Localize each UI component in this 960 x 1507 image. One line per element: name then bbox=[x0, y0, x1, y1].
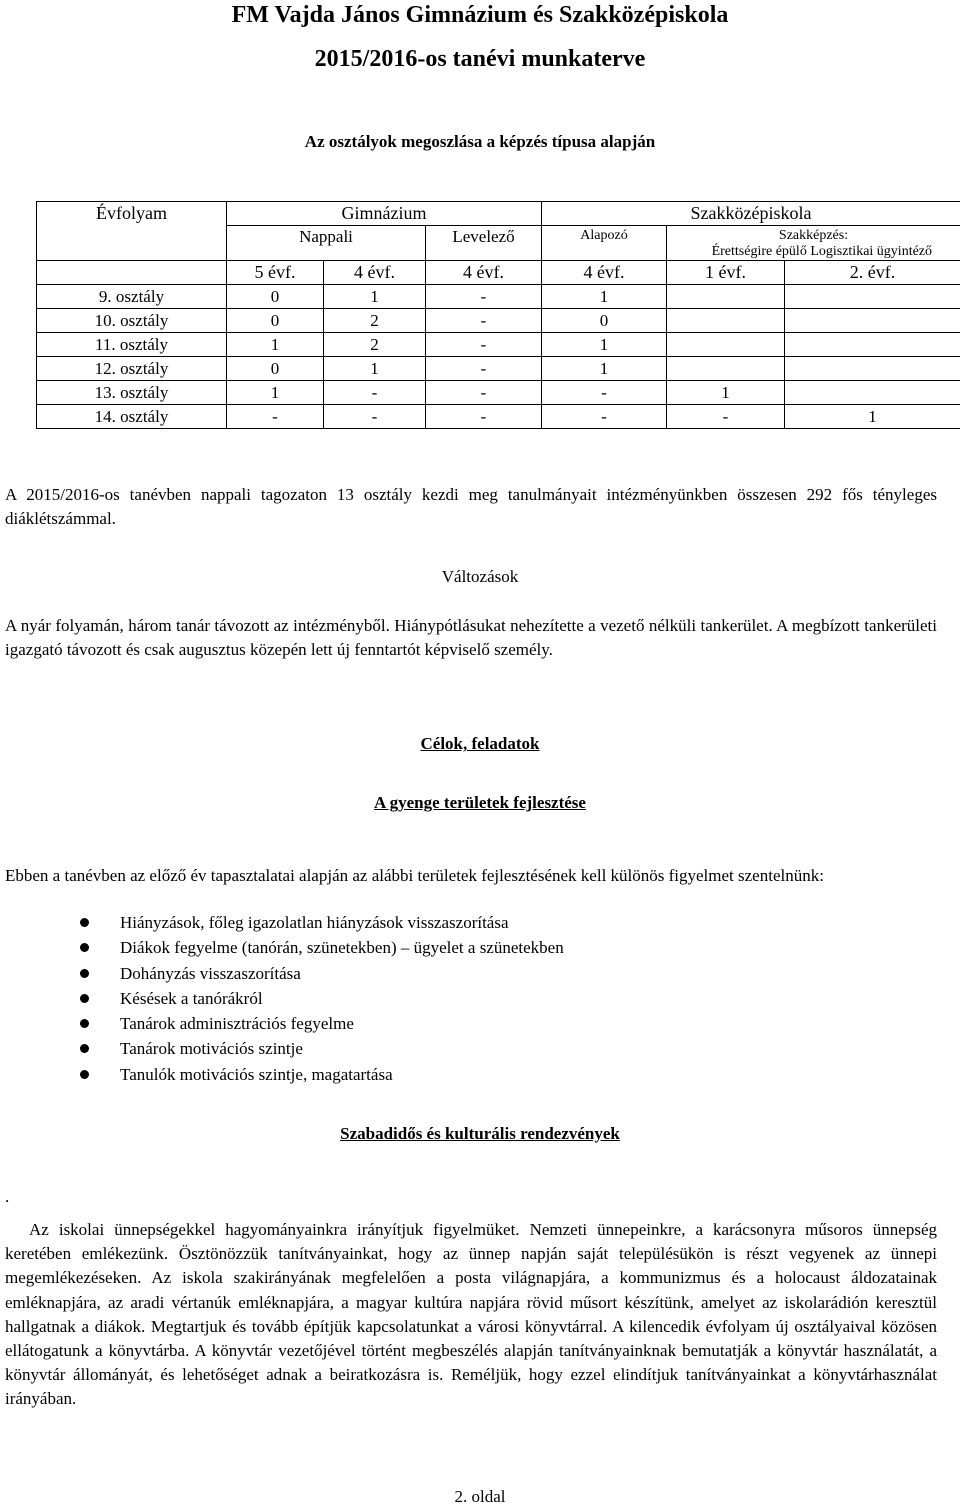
cell: - bbox=[426, 333, 542, 357]
cell: - bbox=[426, 357, 542, 381]
list-item: Hiányzások, főleg igazolatlan hiányzások visszaszorítása bbox=[120, 910, 564, 935]
year-row-empty bbox=[37, 261, 227, 285]
cell: 0 bbox=[227, 309, 324, 333]
list-item: Dohányzás visszaszorítása bbox=[120, 961, 564, 986]
cell: 1 bbox=[785, 405, 960, 429]
cell bbox=[667, 285, 785, 309]
year-cell: 4 évf. bbox=[426, 261, 542, 285]
events-dot: . bbox=[5, 1187, 9, 1207]
events-title: Szabadidős és kulturális rendezvények bbox=[0, 1124, 960, 1144]
cell bbox=[785, 357, 960, 381]
cell: 2 bbox=[324, 333, 426, 357]
header-levelezo: Levelező bbox=[426, 226, 542, 261]
list-item: Késések a tanórákról bbox=[120, 986, 564, 1011]
cell: 1 bbox=[542, 333, 667, 357]
cell bbox=[785, 285, 960, 309]
cell: - bbox=[426, 285, 542, 309]
table-header-row-1 bbox=[37, 202, 960, 226]
cell: 1 bbox=[227, 381, 324, 405]
goals-title: Célok, feladatok bbox=[0, 734, 960, 754]
header-nappali: Nappali bbox=[227, 226, 426, 261]
szakkepzes-line2: Érettségire épülő Logisztikai ügyintéző bbox=[667, 244, 960, 260]
cell: - bbox=[542, 381, 667, 405]
changes-title: Változások bbox=[0, 567, 960, 587]
cell: 1 bbox=[324, 357, 426, 381]
cell: - bbox=[324, 381, 426, 405]
cell bbox=[785, 381, 960, 405]
cell: - bbox=[426, 381, 542, 405]
goals-list bbox=[40, 910, 564, 1087]
year-cell: 4 évf. bbox=[542, 261, 667, 285]
summary-paragraph: A 2015/2016-os tanévben nappali tagozaton 13 osztály kezdi meg tanulmányait intézményünkben összesen 292 fős tényleges diáklétszámmal. bbox=[5, 483, 937, 531]
class-distribution-table bbox=[36, 201, 960, 429]
cell bbox=[667, 309, 785, 333]
cell: - bbox=[324, 405, 426, 429]
year-cell: 2. évf. bbox=[785, 261, 960, 285]
year-cell: 4 évf. bbox=[324, 261, 426, 285]
year-cell: 1 évf. bbox=[667, 261, 785, 285]
cell: 0 bbox=[542, 309, 667, 333]
bullet-icon bbox=[80, 1070, 89, 1079]
bullet-icon bbox=[80, 918, 89, 927]
cell: 1 bbox=[542, 285, 667, 309]
bullet-icon bbox=[80, 943, 89, 952]
cell bbox=[667, 333, 785, 357]
header-gimnazium: Gimnázium bbox=[227, 202, 542, 226]
page-number: 2. oldal bbox=[0, 1487, 960, 1507]
year-cell: 5 évf. bbox=[227, 261, 324, 285]
cell: 1 bbox=[227, 333, 324, 357]
table-row bbox=[37, 285, 960, 309]
row-label: 12. osztály bbox=[37, 357, 227, 381]
school-title: FM Vajda János Gimnázium és Szakközépiskola bbox=[0, 2, 960, 29]
cell bbox=[667, 357, 785, 381]
cell bbox=[785, 333, 960, 357]
list-item: Diákok fegyelme (tanórán, szünetekben) – ügyelet a szünetekben bbox=[120, 935, 564, 960]
row-label: 9. osztály bbox=[37, 285, 227, 309]
cell: 2 bbox=[324, 309, 426, 333]
table-row bbox=[37, 381, 960, 405]
szakkepzes-line1: Szakképzés: bbox=[667, 228, 960, 244]
cell bbox=[785, 309, 960, 333]
cell: - bbox=[667, 405, 785, 429]
table-subtitle: Az osztályok megoszlása a képzés típusa alapján bbox=[0, 132, 960, 152]
header-alapozo: Alapozó bbox=[542, 226, 667, 261]
table-row bbox=[37, 309, 960, 333]
cell: 1 bbox=[324, 285, 426, 309]
table-row bbox=[37, 405, 960, 429]
year-row bbox=[37, 261, 960, 285]
events-paragraph: Az iskolai ünnepségekkel hagyományainkra irányítjuk figyelmüket. Nemzeti ünnepeinkre, a karácsonyra műsoros ünnepség keretében emlékezünk. Ösztönözzük tanítványainkat, hogy az ünnep napján saját településükön is részt vegyenek az ünnepi megemlékezéseken. Az iskola szakirányának megfelelően a posta világnapjára, a kommunizmus és a holocaust áldozatainak emléknapjára, az aradi vértanúk emléknapjára, a magyar kultúra napjára rövid műsort készítünk, amelyet az iskolarádión keresztül hallgatnak a diákok. Megtartjuk és tovább építjük kapcsolatunkat a városi könyvtárral. A kilencedik évfolyam új osztályaival közösen ellátogatunk a könyvtárba. A könyvtár vezetőjével történt megbeszélés alapján tanítványainknak bemutatják a könyvtár használatát, a könyvtár állományát, és lehetőséget adnak a beiratkozásra is. Reméljük, hogy ezzel elindítjuk tanítványainkat a könyvtárhasználat irányában. bbox=[5, 1218, 937, 1412]
bullet-icon bbox=[80, 969, 89, 978]
header-evfolyam: Évfolyam bbox=[37, 202, 227, 261]
row-label: 13. osztály bbox=[37, 381, 227, 405]
row-label: 10. osztály bbox=[37, 309, 227, 333]
cell: - bbox=[426, 405, 542, 429]
list-item: Tanulók motivációs szintje, magatartása bbox=[120, 1062, 564, 1087]
cell: 1 bbox=[667, 381, 785, 405]
cell: 1 bbox=[542, 357, 667, 381]
cell: - bbox=[426, 309, 542, 333]
table-row bbox=[37, 333, 960, 357]
cell: 0 bbox=[227, 357, 324, 381]
header-szakkepzes bbox=[667, 226, 960, 261]
cell: 0 bbox=[227, 285, 324, 309]
cell: - bbox=[227, 405, 324, 429]
bullet-icon bbox=[80, 994, 89, 1003]
changes-paragraph: A nyár folyamán, három tanár távozott az intézményből. Hiánypótlásukat nehezítette a vezető nélküli tankerület. A megbízott tankerületi igazgató távozott és csak augusztus közepén lett új fenntartót képviselő személy. bbox=[5, 614, 937, 662]
header-szakkozepiskola: Szakközépiskola bbox=[542, 202, 960, 226]
bullet-icon bbox=[80, 1019, 89, 1028]
list-item: Tanárok adminisztrációs fegyelme bbox=[120, 1011, 564, 1036]
row-label: 14. osztály bbox=[37, 405, 227, 429]
goals-intro: Ebben a tanévben az előző év tapasztalatai alapján az alábbi területek fejlesztésének kell különös figyelmet szentelnünk: bbox=[5, 864, 937, 888]
row-label: 11. osztály bbox=[37, 333, 227, 357]
plan-title: 2015/2016-os tanévi munkaterve bbox=[0, 46, 960, 73]
table-row bbox=[37, 357, 960, 381]
weak-areas-title: A gyenge területek fejlesztése bbox=[0, 793, 960, 813]
bullet-icon bbox=[80, 1044, 89, 1053]
cell: - bbox=[542, 405, 667, 429]
list-item: Tanárok motivációs szintje bbox=[120, 1036, 564, 1061]
